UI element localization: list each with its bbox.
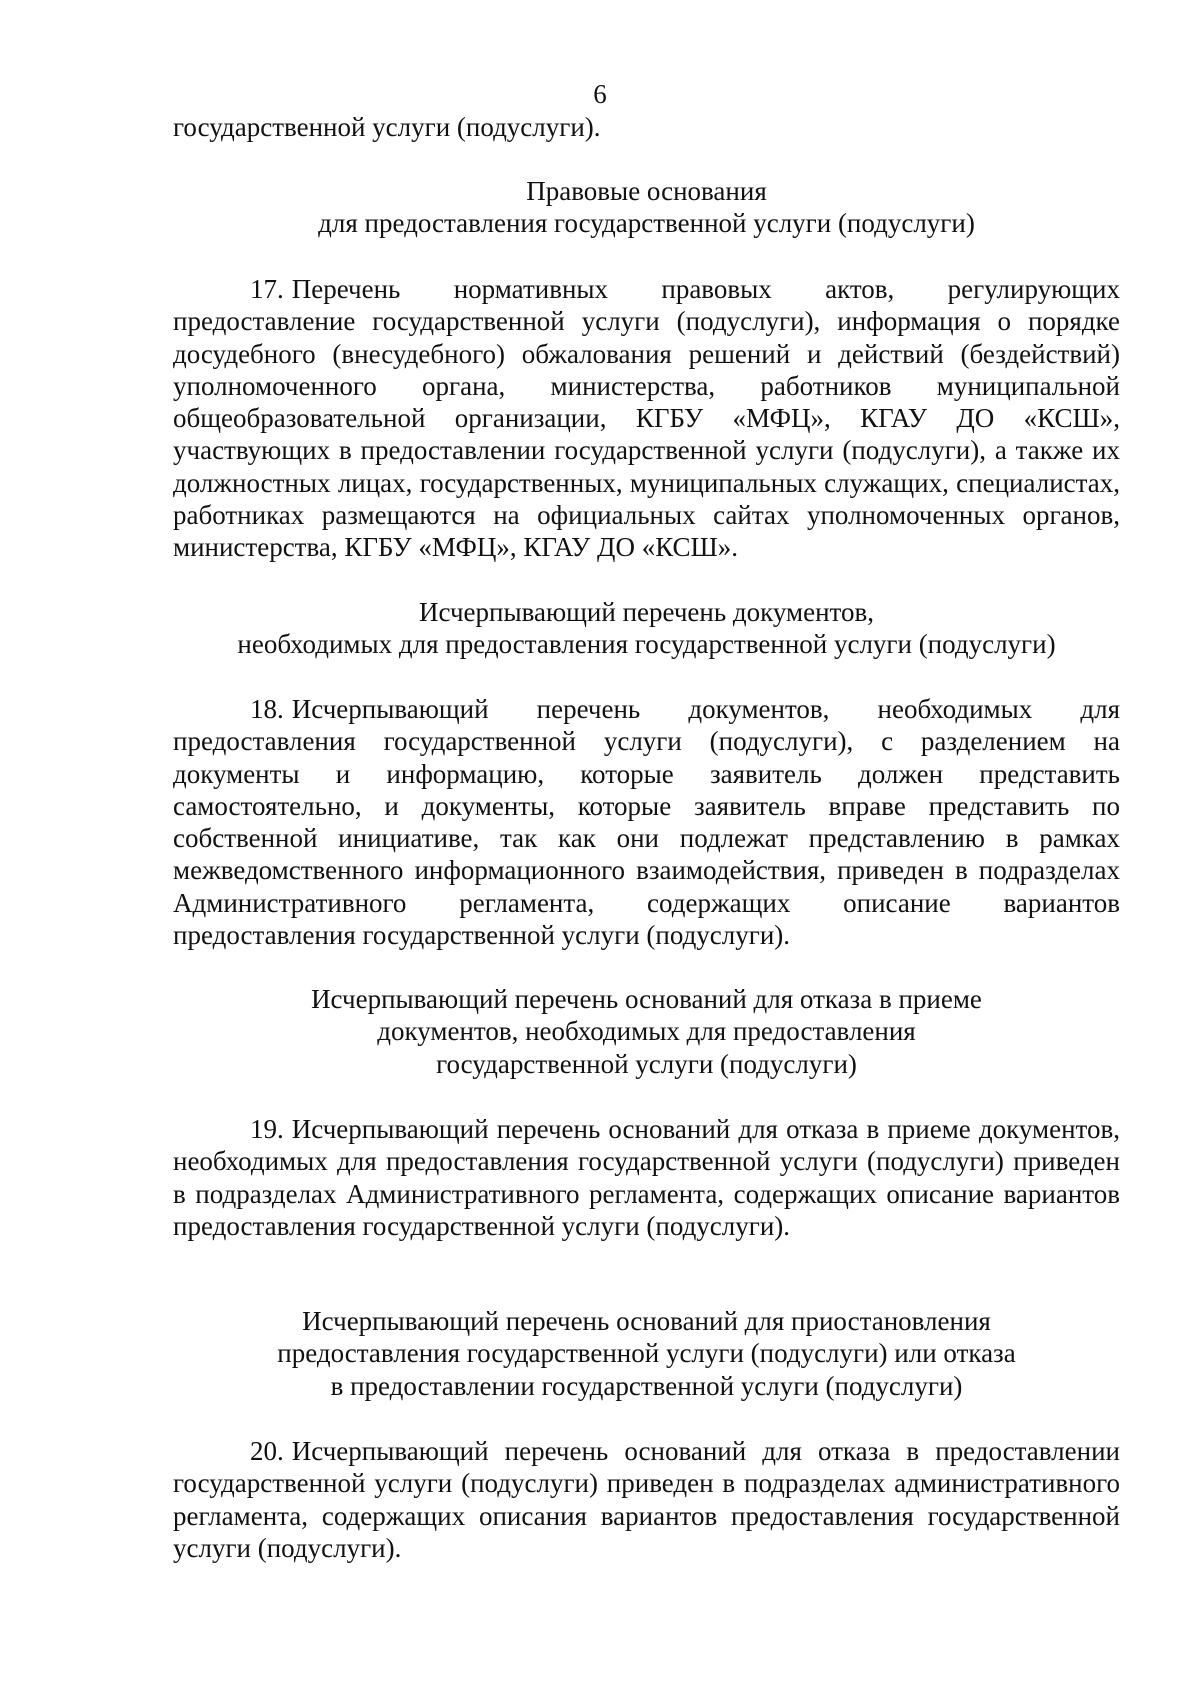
paragraph-18 — [173, 693, 1120, 951]
paragraph-number: 18. — [250, 694, 284, 724]
heading-line: государственной услуги (подуслуги) — [436, 1048, 857, 1079]
section-heading-suspension-or-refusal — [173, 1305, 1120, 1402]
heading-line: Исчерпывающий перечень документов, — [419, 597, 874, 627]
paragraph-17 — [173, 273, 1120, 564]
paragraph-19 — [173, 1113, 1120, 1242]
paragraph-number: 19. — [250, 1114, 284, 1144]
section-heading-refusal-to-accept — [173, 983, 1120, 1080]
heading-line: документов, необходимых для предоставления — [377, 1016, 916, 1047]
paragraph-20 — [173, 1435, 1120, 1564]
heading-line: Правовые основания — [526, 176, 767, 206]
paragraph-text: Исчерпывающий перечень оснований для отказа в приеме документов, необходимых для предоставления государственной услуги (подуслуги) приведен в подразделах Административного регламента, содержащих описание вариантов предоставления государственной услуги (подуслуги). — [173, 1114, 1120, 1241]
heading-line: Исчерпывающий перечень оснований для приостановления — [302, 1306, 991, 1336]
section-heading-legal-basis — [173, 175, 1120, 240]
heading-line: Исчерпывающий перечень оснований для отказа в приеме — [311, 984, 982, 1014]
paragraph-text: Исчерпывающий перечень оснований для отказа в предоставлении государственной услуги (подуслуги) приведен в подразделах административного регламента, содержащих описания вариантов предоставления государственной услуги (подуслуги). — [173, 1436, 1120, 1563]
section-heading-documents-list — [173, 596, 1120, 661]
paragraph-number: 20. — [250, 1436, 284, 1466]
heading-line: в предоставлении государственной услуги (подуслуги) — [330, 1370, 963, 1401]
heading-line: предоставления государственной услуги (подуслуги) или отказа — [277, 1338, 1016, 1369]
paragraph-text: Исчерпывающий перечень документов, необходимых для предоставления государственной услуги (подуслуги), с разделением на документы и информацию, которые заявитель должен представить самостоятельно, и документы, которые заявитель вправе представить по собственной инициативе, так как они подлежат представлению в рамках межведомственного информационного взаимодействия, приведен в подразделах Административного регламента, содержащих описание вариантов предоставления государственной услуги (подуслуги). — [173, 694, 1120, 951]
continuation-text: государственной услуги (подуслуги). — [173, 112, 601, 142]
heading-line: необходимых для предоставления государственной услуги (подуслуги) — [237, 629, 1056, 660]
paragraph-number: 17. — [250, 274, 284, 304]
page-number: 6 — [593, 79, 607, 109]
paragraph-text: Перечень нормативных правовых актов, регулирующих предоставление государственной услуги (подуслуги), информация о порядке досудебного (внесудебного) обжалования решений и действий (бездействий) уполномоченного органа, министерства, работников муниципальной общеобразовательной организации, КГБУ «МФЦ», КГАУ ДО «КСШ», участвующих в предоставлении государственной услуги (подуслуги), а также их должностных лицах, государственных, муниципальных служащих, специалистах, работниках размещаются на официальных сайтах уполномоченных органов, министерства, КГБУ «МФЦ», КГАУ ДО «КСШ». — [173, 274, 1120, 563]
heading-line: для предоставления государственной услуги (подуслуги) — [318, 208, 975, 239]
